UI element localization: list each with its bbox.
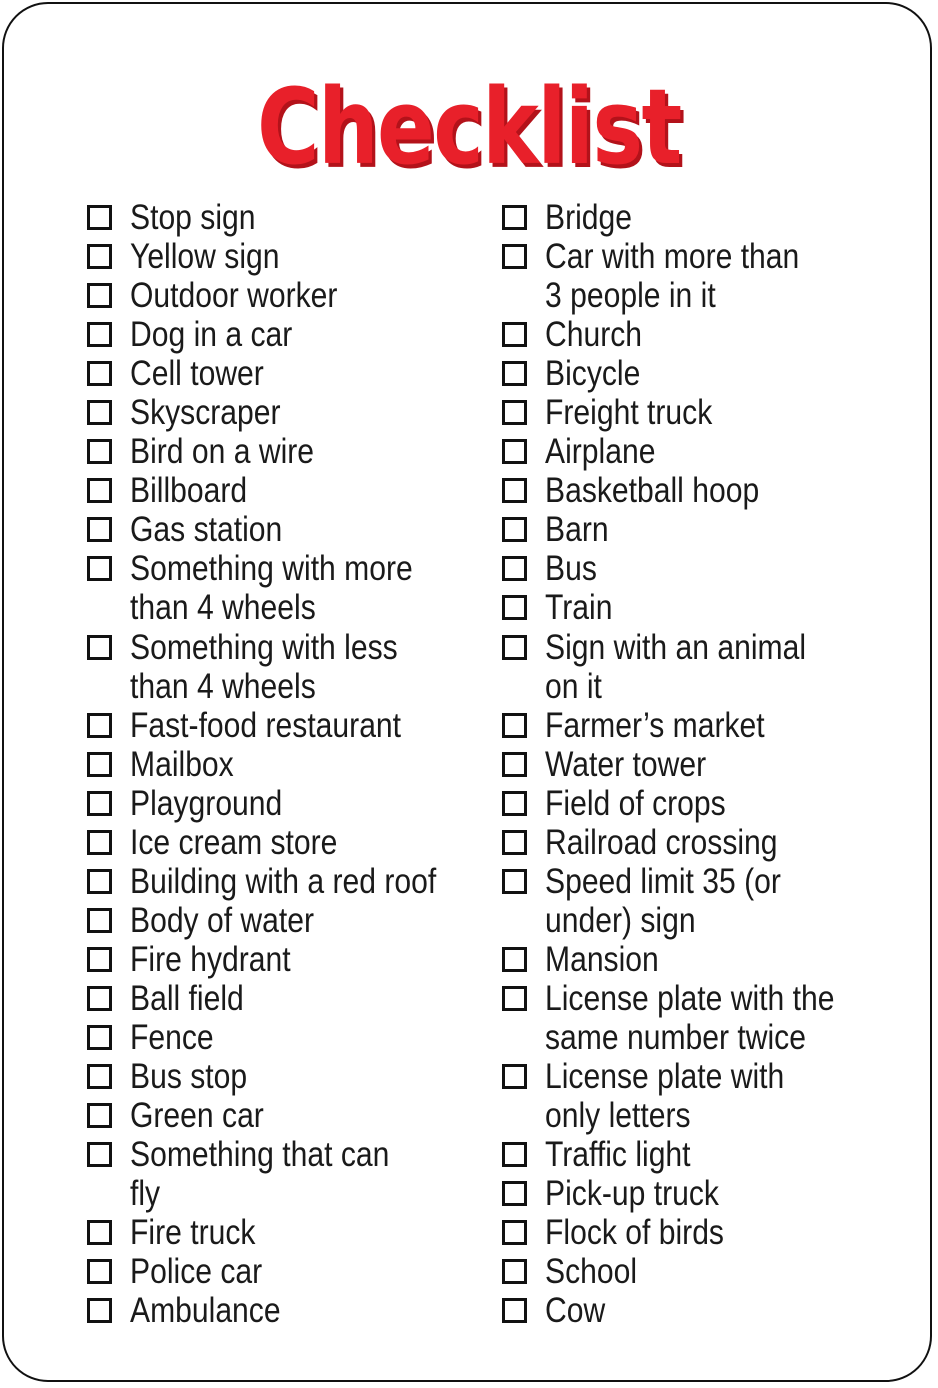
checklist-item-label: Fire hydrant (130, 939, 291, 979)
checklist-item[interactable] (501, 1057, 901, 1135)
checklist-item[interactable] (86, 706, 466, 745)
checkbox[interactable] (87, 752, 112, 777)
checkbox[interactable] (502, 1142, 527, 1167)
checkbox[interactable] (87, 1025, 112, 1050)
checklist-item[interactable] (501, 198, 901, 237)
checklist-item[interactable] (86, 940, 466, 979)
checklist-item-label: License plate with the (545, 978, 835, 1018)
checklist-item[interactable] (501, 1174, 901, 1213)
checklist-item[interactable] (86, 471, 466, 510)
checkbox[interactable] (502, 635, 527, 660)
checklist-item-label: Something that can (130, 1135, 390, 1175)
checklist-item-label: Field of crops (545, 783, 726, 823)
checklist-item-label: Stop sign (130, 198, 256, 237)
checklist-item-label: Cow (545, 1291, 606, 1331)
checklist-item-label: Bus (545, 549, 597, 589)
checklist-item-label: Bus stop (130, 1057, 248, 1097)
checklist-item-label: Railroad crossing (545, 822, 778, 862)
checkbox[interactable] (87, 830, 112, 855)
checkbox[interactable] (502, 791, 527, 816)
checkbox[interactable] (502, 986, 527, 1011)
checkbox[interactable] (502, 205, 527, 230)
checklist-item[interactable] (86, 315, 466, 354)
checklist-item-label: Bird on a wire (130, 432, 315, 472)
checkbox[interactable] (87, 361, 112, 386)
checklist-item-label: under) sign (545, 900, 696, 940)
checkbox[interactable] (87, 1142, 112, 1167)
checklist-item-label: Fast-food restaurant (130, 705, 402, 745)
checklist-item-label: Building with a red roof (130, 861, 437, 901)
checklist-item[interactable] (86, 549, 466, 627)
checklist-item-label: than 4 wheels (130, 666, 316, 706)
checklist-item-label: Billboard (130, 471, 248, 511)
checkbox[interactable] (87, 556, 112, 581)
checklist-item[interactable] (501, 1252, 901, 1291)
checklist-item-label: Outdoor worker (130, 276, 338, 316)
checklist-item[interactable] (86, 1291, 466, 1330)
checklist-item-label: Sign with an animal (545, 627, 807, 667)
checklist-item-label: Mailbox (130, 744, 234, 784)
checkbox[interactable] (502, 830, 527, 855)
checkbox[interactable] (87, 478, 112, 503)
checklist-item[interactable] (86, 745, 466, 784)
checklist-item-label: Ice cream store (130, 822, 338, 862)
checklist-item[interactable] (501, 471, 901, 510)
checkbox[interactable] (502, 517, 527, 542)
checklist-item-label: Ambulance (130, 1291, 281, 1331)
checkbox[interactable] (502, 1181, 527, 1206)
checklist-item-label: Yellow sign (130, 237, 280, 277)
checkbox[interactable] (87, 244, 112, 269)
checkbox[interactable] (87, 986, 112, 1011)
checklist-item[interactable] (501, 393, 901, 432)
checklist-item-label: License plate with (545, 1057, 785, 1097)
checklist-item[interactable] (501, 432, 901, 471)
checklist-item[interactable] (86, 1213, 466, 1252)
checkbox[interactable] (502, 1298, 527, 1323)
checklist-item[interactable] (86, 432, 466, 471)
checklist-item-label: Something with more (130, 549, 413, 589)
checklist-item-label: on it (545, 666, 602, 706)
checklist-item-label: Bicycle (545, 354, 641, 394)
checklist-item-label: Cell tower (130, 354, 264, 394)
checklist-item[interactable] (501, 237, 901, 315)
checklist-item[interactable] (86, 1057, 466, 1096)
checkbox[interactable] (502, 322, 527, 347)
checklist-column-left (86, 198, 466, 1330)
checkbox[interactable] (87, 791, 112, 816)
checklist-item-label: Bridge (545, 198, 633, 237)
checklist-item-label: Traffic light (545, 1135, 691, 1175)
checklist-item[interactable] (86, 1135, 466, 1213)
checkbox[interactable] (502, 869, 527, 894)
checkbox[interactable] (87, 1259, 112, 1284)
checklist-column-right (501, 198, 901, 1330)
checkbox[interactable] (87, 869, 112, 894)
checkbox[interactable] (87, 947, 112, 972)
checklist-item[interactable] (501, 784, 901, 823)
checklist-item-label: Airplane (545, 432, 656, 472)
checklist-item-label: Basketball hoop (545, 471, 760, 511)
checkbox[interactable] (502, 439, 527, 464)
checkbox[interactable] (502, 947, 527, 972)
checklist-item[interactable] (86, 354, 466, 393)
checklist-item-label: Water tower (545, 744, 707, 784)
checklist-item[interactable] (86, 862, 466, 901)
checklist-item[interactable] (86, 901, 466, 940)
checkbox[interactable] (87, 1064, 112, 1089)
checkbox[interactable] (87, 400, 112, 425)
checkbox[interactable] (87, 908, 112, 933)
checkbox[interactable] (502, 1259, 527, 1284)
checklist-item[interactable] (501, 862, 901, 940)
checklist-item[interactable] (501, 588, 901, 627)
checklist-item[interactable] (86, 1096, 466, 1135)
checklist-item[interactable] (501, 510, 901, 549)
checkbox[interactable] (87, 635, 112, 660)
checklist-item-label: Mansion (545, 939, 659, 979)
checklist-item-label: Playground (130, 783, 283, 823)
page-title: Checklist (257, 66, 681, 188)
checkbox[interactable] (502, 361, 527, 386)
checkbox[interactable] (87, 1103, 112, 1128)
checklist-item[interactable] (86, 979, 466, 1018)
checklist-item[interactable] (501, 628, 901, 706)
checklist-item-label: Something with less (130, 627, 398, 667)
checklist-item[interactable] (501, 315, 901, 354)
checkbox[interactable] (87, 439, 112, 464)
checklist-item-label: Flock of birds (545, 1213, 724, 1253)
checklist-item-label: Green car (130, 1096, 264, 1136)
checkbox[interactable] (502, 244, 527, 269)
checklist-item-label: Fire truck (130, 1213, 256, 1253)
checklist-item[interactable] (501, 823, 901, 862)
checklist-item[interactable] (501, 354, 901, 393)
checklist-item[interactable] (86, 198, 466, 237)
checkbox[interactable] (87, 517, 112, 542)
checklist-item-label: Dog in a car (130, 315, 293, 355)
checklist-item-label: Gas station (130, 510, 283, 550)
checklist-item-label: Barn (545, 510, 609, 550)
checklist-item-label: Skyscraper (130, 393, 281, 433)
checklist-item-label: fly (130, 1174, 161, 1214)
checkbox[interactable] (502, 556, 527, 581)
checkbox[interactable] (87, 322, 112, 347)
checklist-item[interactable] (501, 549, 901, 588)
checkbox[interactable] (502, 478, 527, 503)
checklist-item[interactable] (86, 1018, 466, 1057)
checklist-item-label: Train (545, 588, 613, 628)
checklist-item-label: Farmer’s market (545, 705, 765, 745)
checklist-item-label: Car with more than (545, 237, 800, 277)
checkbox[interactable] (502, 1220, 527, 1245)
checklist-item[interactable] (86, 1252, 466, 1291)
checklist-item-label: than 4 wheels (130, 588, 316, 628)
checkbox[interactable] (502, 752, 527, 777)
checklist-item[interactable] (86, 784, 466, 823)
checklist-item[interactable] (86, 823, 466, 862)
checkbox[interactable] (502, 595, 527, 620)
checkbox[interactable] (87, 1298, 112, 1323)
checklist-item[interactable] (86, 393, 466, 432)
checklist-item[interactable] (501, 1291, 901, 1330)
checklist-item[interactable] (501, 1135, 901, 1174)
checklist-item[interactable] (86, 628, 466, 706)
checklist-item-label: Speed limit 35 (or (545, 861, 781, 901)
checkbox[interactable] (502, 1064, 527, 1089)
checkbox[interactable] (87, 1220, 112, 1245)
checkbox[interactable] (502, 713, 527, 738)
checklist-item-label: Body of water (130, 900, 315, 940)
checklist-item-label: School (545, 1252, 638, 1292)
checklist-item[interactable] (501, 1213, 901, 1252)
checklist-item[interactable] (86, 237, 466, 276)
checkbox[interactable] (87, 713, 112, 738)
checklist-item-label: Fence (130, 1017, 214, 1057)
checkbox[interactable] (87, 205, 112, 230)
checklist-item[interactable] (86, 510, 466, 549)
checklist-item[interactable] (501, 706, 901, 745)
checklist-item-label: Pick-up truck (545, 1174, 719, 1214)
checklist-item[interactable] (501, 940, 901, 979)
checklist-item[interactable] (501, 745, 901, 784)
checklist-item-label: Church (545, 315, 643, 355)
checklist-item[interactable] (86, 276, 466, 315)
checklist-item-label: 3 people in it (545, 276, 716, 316)
checklist-item-label: Freight truck (545, 393, 713, 433)
checkbox[interactable] (87, 283, 112, 308)
checklist-item-label: same number twice (545, 1017, 806, 1057)
checkbox[interactable] (502, 400, 527, 425)
checklist-item-label: Ball field (130, 978, 244, 1018)
checklist-item[interactable] (501, 979, 901, 1057)
checklist-item-label: only letters (545, 1096, 691, 1136)
checklist-item-label: Police car (130, 1252, 263, 1292)
